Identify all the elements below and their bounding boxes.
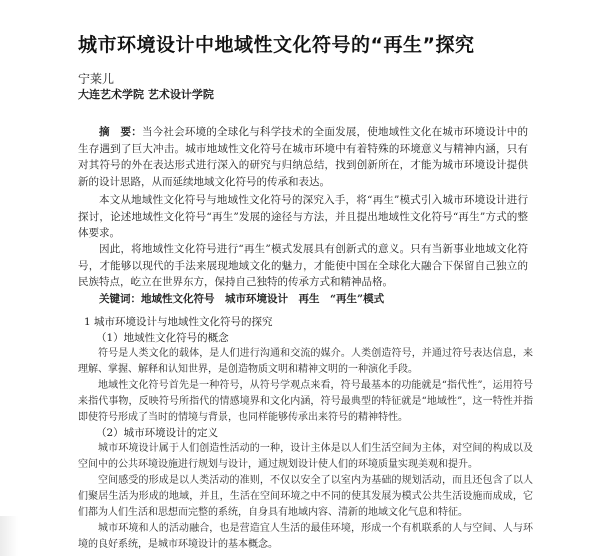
scan-edge-shadow (0, 516, 18, 556)
keywords-value: 地域性文化符号 城市环境设计 再生 “再生”模式 (141, 293, 385, 305)
subsection-heading-1-2: （2）城市环境设计的定义 (96, 427, 219, 439)
author-name: 宁莱儿 (78, 72, 115, 86)
subsection-heading-1-1: （1）地域性文化符号的概念 (96, 332, 229, 344)
body-paragraph-2: 地域性文化符号首先是一种符号，从符号学观点来看，符号最基本的功能就是“指代性”，运用符号来指代事物，反映符号所指代的情感境界和文化内涵，符号最典型的特征就是“地域性”，这一特性并指即使符号形成了当时的情境与背景，也同样能够传承出来符号的精神特性。 (78, 380, 533, 423)
abstract-paragraph-1 (78, 124, 528, 190)
keywords-line (78, 291, 528, 308)
section-heading-1: 1 城市环境设计与地域性文化符号的探究 (84, 316, 273, 328)
body-paragraph-1: 符号是人类文化的载体，是人们进行沟通和交流的媒介。人类创造符号，并通过符号表达信息，来理解、掌握、解释和认知世界，是创造物质文明和精神文明的一种演化手段。 (78, 348, 533, 375)
body-paragraph-5: 城市环境和人的活动融合，也是营造宜人生活的最佳环境，形成一个有机联系的人与空间、人与环境的良好系统，是城市环境设计的基本概念。 (78, 523, 533, 550)
abstract-paragraph-2: 本文从地域性文化符号与地域性文化符号的深究入手，将“再生”模式引入城市环境设计进行探讨，论述地域性文化符号“再生”发展的途径与方法，并且提出地域性文化符号“再生”方式的整体要求。 (78, 194, 528, 239)
abstract-label: 摘 要： (99, 126, 142, 138)
keywords-label: 关键词： (99, 293, 141, 305)
author-affiliation: 大连艺术学院 艺术设计学院 (78, 88, 214, 101)
abstract-text-1: 当今社会环境的全球化与科学技术的全面发展，使地域性文化在城市环境设计中的生存遇到了巨大冲击。城市地域性文化符号在城市环境中有着特殊的环境意义与精神内涵，只有对其符号的外在表达形式进行深入的研究与归纳总结，找到创新所在，才能为城市环境设计提供新的设计思路，从而延续地域文化符号的传承和表达。 (78, 126, 529, 188)
paper-title: 城市环境设计中地域性文化符号的“再生”探究 (78, 34, 475, 56)
abstract-paragraph-3: 因此，将地域性文化符号进行“再生”模式发展具有创新式的意义。只有当新事业地域文化符号，才能够以现代的手法来展现地域文化的魅力，才能使中国在全球化大融合下保留自己独立的民族特点，屹立在世界东方，保持自己独特的传承方式和精神品格。 (78, 243, 528, 288)
body-paragraph-3: 城市环境设计属于人们创造性活动的一种，设计主体是以人们生活空间为主体，对空间的构成以及空间中的公共环境设施进行规划与设计，通过规划设计使人们的环境质量实现美观和提升。 (78, 443, 533, 470)
body-paragraph-4: 空间感受的形成是以人类活动的准则，不仅以安全了以室内为基础的规划活动，而且还包含了以人们聚居生活为形成的地域，并且，生活在空间环境之中不同的使其发展为模式公共生活设施而成成，它们都为人们生活和思想而完整的系统，自身具有地域内容、清新的地域文化气息和特征。 (78, 475, 533, 518)
